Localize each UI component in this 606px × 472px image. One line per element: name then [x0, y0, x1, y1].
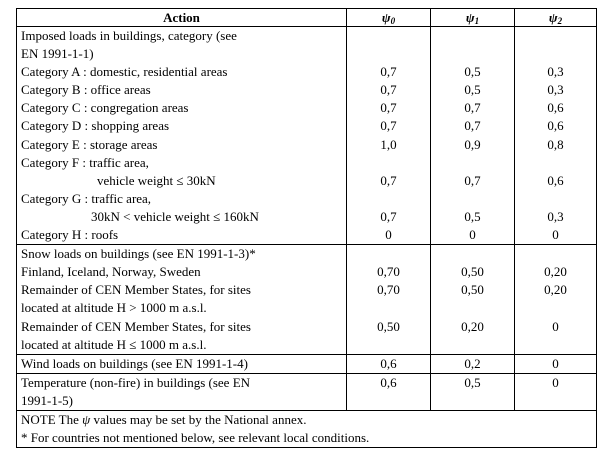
cell-psi1: 0,7	[431, 117, 515, 135]
table-header-row	[17, 9, 597, 27]
cell-psi0: 1,0	[347, 136, 431, 154]
note-cell	[17, 410, 597, 447]
row-label: Category E : storage areas	[17, 136, 347, 154]
cell-psi1: 0,7	[431, 154, 515, 190]
row-label: Category D : shopping areas	[17, 117, 347, 135]
table-row	[17, 318, 597, 355]
row-label: Category C : congregation areas	[17, 99, 347, 117]
cell-psi1: 0	[431, 226, 515, 245]
header-psi2	[515, 9, 597, 27]
cell-psi0: 0,7	[347, 81, 431, 99]
table-row	[17, 136, 597, 154]
note-line-2: * For countries not mentioned below, see relevant local conditions.	[21, 430, 370, 446]
cell-psi0: 0,7	[347, 63, 431, 81]
note-row	[17, 410, 597, 447]
row-label: Category A : domestic, residential areas	[17, 63, 347, 81]
cell-psi1: 0,2	[431, 354, 515, 373]
cell-psi1: 0,5	[431, 63, 515, 81]
header-psi0	[347, 9, 431, 27]
cell-psi1: 0,5	[431, 373, 515, 410]
row-label: Category H : roofs	[17, 226, 347, 245]
table-row-category-h	[17, 226, 597, 245]
cell-psi1: 0,9	[431, 136, 515, 154]
cell-psi1: 0,50	[431, 281, 515, 317]
header-action: Action	[17, 9, 347, 27]
psi-factors-table-container	[16, 8, 597, 448]
row-label: Category B : office areas	[17, 81, 347, 99]
row-label: Finland, Iceland, Norway, Sweden	[17, 263, 347, 281]
cell-psi0: 0	[347, 226, 431, 245]
cell-psi0: 0,50	[347, 318, 431, 355]
note-line-1: NOTE The ψ values may be set by the National annex.	[21, 411, 307, 427]
cell-psi1: 0,50	[431, 263, 515, 281]
psi1-symbol: ψ	[465, 10, 475, 25]
cell-psi1: 0,5	[431, 81, 515, 99]
imposed-intro-row	[17, 27, 597, 64]
cell-psi2: 0	[515, 354, 597, 373]
table-row	[17, 117, 597, 135]
cell-psi2: 0,6	[515, 117, 597, 135]
row-label: Remainder of CEN Member States, for sites located at altitude H > 1000 m a.s.l.	[17, 281, 347, 317]
cell-psi0: 0,70	[347, 263, 431, 281]
cell-psi2: 0,6	[515, 154, 597, 190]
table-row	[17, 63, 597, 81]
cell-psi2: 0	[515, 226, 597, 245]
cell-psi0: 0,7	[347, 99, 431, 117]
cell-psi2: 0,20	[515, 281, 597, 317]
snow-intro-label: Snow loads on buildings (see EN 1991-1-3)*	[17, 245, 347, 264]
psi2-symbol: ψ	[548, 10, 558, 25]
cell-psi2: 0,3	[515, 190, 597, 226]
psi1-subscript: 1	[474, 16, 480, 26]
cell-psi0: 0,6	[347, 373, 431, 410]
table-row-category-f	[17, 154, 597, 190]
psi-symbol: ψ	[82, 411, 91, 427]
cell-psi0: 0,6	[347, 354, 431, 373]
cell-psi0: 0,7	[347, 154, 431, 190]
psi0-subscript: 0	[390, 16, 396, 26]
table-row-category-g	[17, 190, 597, 226]
cell-psi0: 0,7	[347, 117, 431, 135]
cell-psi1: 0,20	[431, 318, 515, 355]
imposed-intro-label: Imposed loads in buildings, category (see EN 1991-1-1)	[17, 27, 347, 64]
psi-factors-table	[16, 8, 597, 448]
cell-psi2: 0,20	[515, 263, 597, 281]
cell-psi2: 0	[515, 373, 597, 410]
table-row	[17, 263, 597, 281]
cell-psi1: 0,5	[431, 190, 515, 226]
wind-row	[17, 354, 597, 373]
cell-psi2: 0,3	[515, 81, 597, 99]
row-label: Wind loads on buildings (see EN 1991-1-4)	[17, 354, 347, 373]
psi0-symbol: ψ	[381, 10, 391, 25]
cell-psi2: 0	[515, 318, 597, 355]
cell-psi0: 0,7	[347, 190, 431, 226]
table-row	[17, 81, 597, 99]
row-label: Remainder of CEN Member States, for sites located at altitude H ≤ 1000 m a.s.l.	[17, 318, 347, 355]
psi2-subscript: 2	[557, 16, 563, 26]
cell-psi2: 0,3	[515, 63, 597, 81]
snow-intro-row	[17, 245, 597, 264]
cell-psi1: 0,7	[431, 99, 515, 117]
row-label: Temperature (non-fire) in buildings (see EN 1991-1-5)	[17, 373, 347, 410]
row-label: Category G : traffic area, 30kN < vehicle weight ≤ 160kN	[17, 190, 347, 226]
row-label: Category F : traffic area, vehicle weight ≤ 30kN	[17, 154, 347, 190]
table-row	[17, 99, 597, 117]
cell-psi2: 0,6	[515, 99, 597, 117]
temperature-row	[17, 373, 597, 410]
cell-psi0: 0,70	[347, 281, 431, 317]
header-psi1	[431, 9, 515, 27]
table-row	[17, 281, 597, 317]
cell-psi2: 0,8	[515, 136, 597, 154]
